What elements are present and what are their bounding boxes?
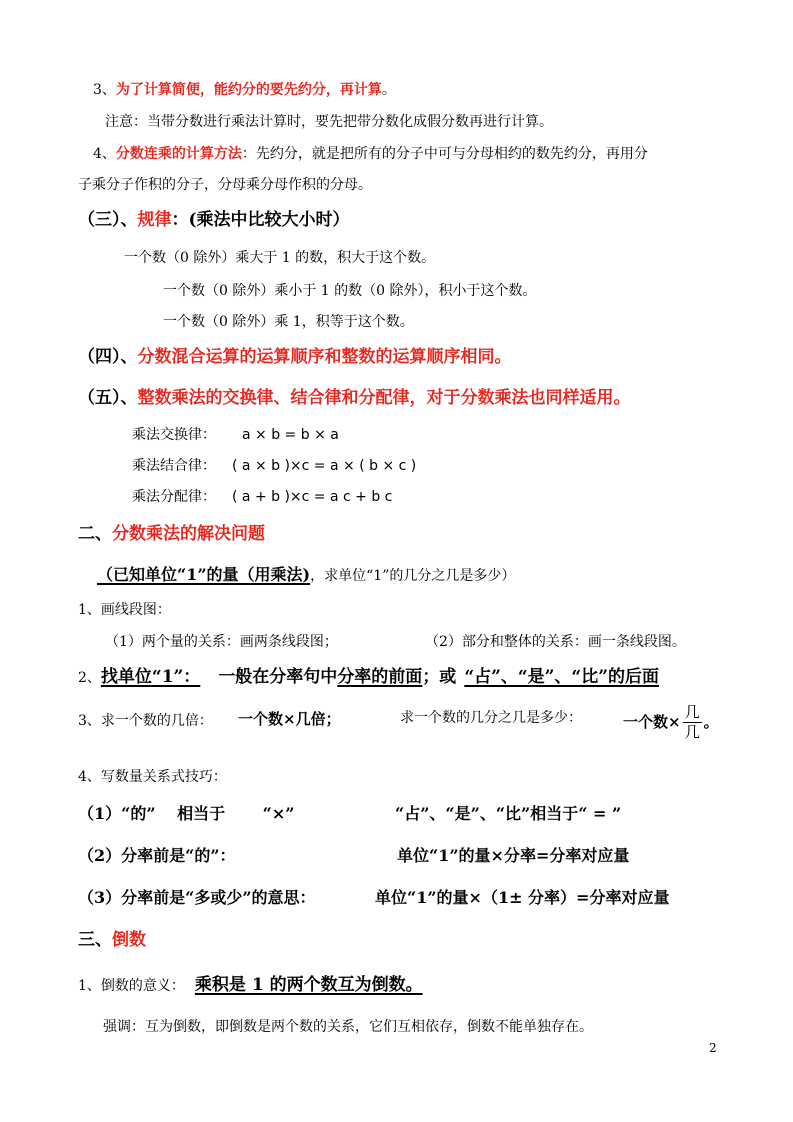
part-label: 三、	[78, 930, 112, 950]
section-title: 规律	[137, 210, 172, 230]
law-formula: ( a × b )×c = a × ( b × c )	[232, 458, 417, 474]
part-heading-3	[78, 930, 146, 950]
section-heading-3	[78, 210, 350, 230]
section-heading-4	[78, 347, 512, 367]
punct: 。	[703, 713, 719, 731]
reciprocal-line	[78, 975, 423, 995]
page-number: 2	[709, 1041, 717, 1055]
rule-3: 一个数（0 除外）乘 1，积等于这个数。	[163, 314, 414, 330]
fraction-of-text: 一个数×	[623, 713, 681, 731]
times-formula	[238, 710, 341, 728]
fraction-of-label: 求一个数的几分之几是多少：	[400, 710, 582, 726]
tip-2-left: （2）分率前是“的”：	[78, 846, 236, 865]
part-title: 分数乘法的解决问题	[112, 524, 265, 544]
punct: ；	[325, 710, 341, 728]
known-unit-bold: （已知单位“1”的量（用乘法)	[97, 565, 311, 584]
law-associative	[132, 458, 416, 475]
item-number: 3、	[93, 82, 116, 98]
law-name: 乘法分配律：	[132, 489, 216, 505]
draw-case-2: （2）部分和整体的关系：画一条线段图。	[425, 634, 686, 650]
fraction	[683, 705, 702, 740]
punct: 。	[381, 82, 396, 98]
item-number: 2、	[78, 670, 101, 686]
stress-text: 强调：互为倒数，即倒数是两个数的关系，它们互相依存，倒数不能单独存在。	[103, 1019, 593, 1035]
law-formula: ( a + b )×c = a c + b c	[232, 489, 393, 505]
section-heading-5	[78, 388, 631, 408]
reciprocal-label: 1、倒数的意义：	[78, 978, 185, 994]
section-label: （五）、	[78, 388, 138, 408]
note-text: 注意：当带分数进行乘法计算时，要先把带分数化成假分数再进行计算。	[105, 114, 553, 130]
item-4	[93, 146, 648, 163]
body-text: ：先约分，就是把所有的分子中可与分母相约的数先约分，再用分	[241, 146, 648, 162]
law-commutative	[132, 427, 339, 444]
find-unit-label: 找单位“1”：	[100, 667, 201, 687]
law-distributive	[132, 489, 392, 506]
find-unit-or: ；或	[422, 667, 457, 687]
find-unit-key: 分率的前面	[337, 667, 423, 687]
law-name: 乘法交换律：	[132, 427, 216, 443]
draw-title: 1、画线段图：	[78, 602, 171, 618]
known-unit-line	[97, 565, 515, 585]
fraction-denominator: 几	[684, 723, 700, 741]
section-title: 整数乘法的交换律、结合律和分配律，对于分数乘法也同样适用。	[137, 388, 631, 408]
tips-title: 4、写数量关系式技巧：	[78, 769, 227, 785]
rule-2: 一个数（0 除外）乘小于 1 的数（0 除外），积小于这个数。	[163, 283, 537, 299]
item-number: 4、	[93, 146, 116, 162]
part-label: 二、	[78, 524, 112, 544]
part-title: 倒数	[112, 930, 146, 950]
known-unit-rest: ，求单位“1”的几分之几是多少）	[310, 568, 516, 584]
section-note: ：(乘法中比较大小时）	[171, 210, 350, 230]
find-unit-key-2: “占”、“是”、“比”的后面	[464, 667, 659, 687]
times-label: 3、求一个数的几倍：	[78, 713, 213, 729]
draw-case-1: （1）两个量的关系：画两条线段图；	[105, 634, 338, 650]
find-unit-line	[78, 667, 659, 687]
tip-1-left: （1）“的” 相当于 “×”	[78, 804, 295, 823]
tip-3-left: （3）分率前是“多或少”的意思：	[78, 888, 316, 907]
section-title: 分数混合运算的运算顺序和整数的运算顺序相同。	[137, 347, 512, 367]
tip-1-right: “占”、“是”、“比”相当于“ = ”	[395, 804, 622, 823]
highlight-text: 为了计算简便，能约分的要先约分，再计算	[115, 82, 382, 98]
item-3	[93, 82, 396, 99]
part-heading-2	[78, 524, 265, 544]
fraction-of-formula	[623, 705, 719, 740]
times-formula-text: 一个数×几倍	[238, 710, 326, 728]
rule-1: 一个数（0 除外）乘大于 1 的数，积大于这个数。	[124, 250, 436, 266]
fraction-numerator: 几	[684, 703, 700, 721]
times-line	[78, 710, 213, 730]
reciprocal-definition: 乘积是 1 的两个数互为倒数。	[194, 975, 423, 995]
law-formula: a × b = b × a	[242, 427, 339, 443]
section-label: （三）、	[78, 210, 138, 230]
find-unit-text: 一般在分率句中	[218, 667, 338, 687]
tip-2-right: 单位“1”的量×分率=分率对应量	[397, 846, 630, 865]
body-text-cont: 子乘分子作积的分子，分母乘分母作积的分母。	[78, 177, 372, 193]
section-label: （四）、	[78, 347, 138, 367]
highlight-text: 分数连乘的计算方法	[115, 146, 242, 162]
law-name: 乘法结合律：	[132, 458, 216, 474]
tip-3-right: 单位“1”的量×（1± 分率）=分率对应量	[375, 888, 670, 907]
